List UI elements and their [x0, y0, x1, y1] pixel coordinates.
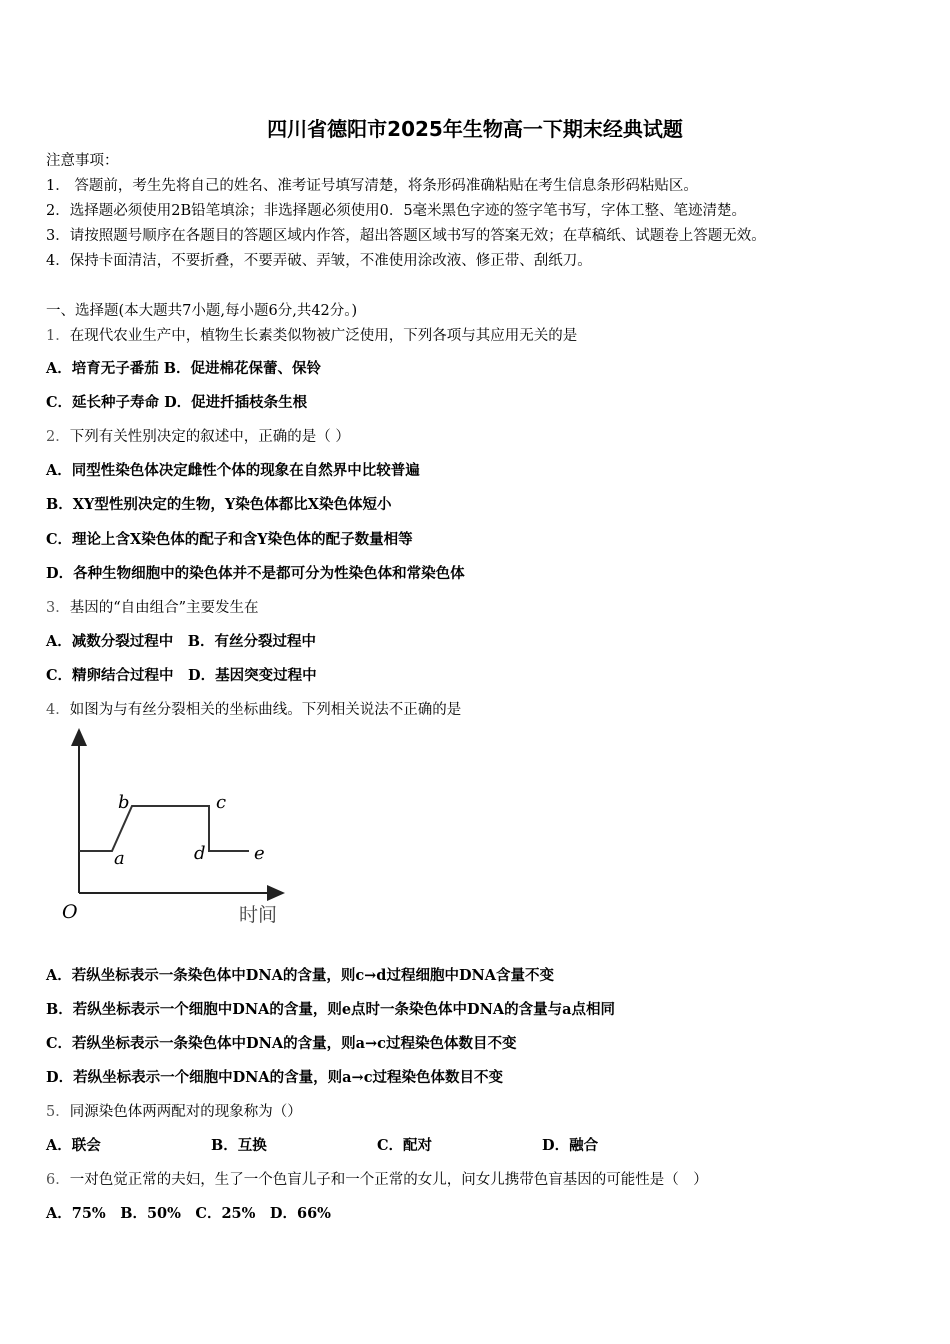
- option-line: A．若纵坐标表示一条染色体中DNA的含量，则c→d过程细胞中DNA含量不变: [46, 967, 555, 984]
- question-stem: 在现代农业生产中，植物生长素类似物被广泛使用，下列各项与其应用无关的是: [69, 328, 578, 344]
- point-label-e: e: [254, 843, 265, 864]
- question-3: [46, 598, 259, 618]
- option-b: B．互换: [211, 1137, 267, 1154]
- option-line: C．精卵结合过程中 D．基因突变过程中: [46, 667, 317, 684]
- question-number: 5．: [46, 1104, 70, 1120]
- origin-label: O: [62, 901, 78, 923]
- question-4: [46, 700, 461, 720]
- option-line: A．培育无子番茄 B．促进棉花保蕾、保铃: [46, 360, 322, 377]
- point-label-d: d: [194, 843, 206, 864]
- notice-item: 1． 答题前，考生先将自己的姓名、准考证号填写清楚，将条形码准确粘贴在考生信息条形码粘贴区。: [46, 178, 698, 194]
- option-a: A．联会: [46, 1137, 101, 1154]
- notice-item: 2．选择题必须使用2B铅笔填涂；非选择题必须使用0．5毫米黑色字迹的签字笔书写，字体工整、笔迹清楚。: [46, 203, 747, 219]
- option-line: A．减数分裂过程中 B．有丝分裂过程中: [46, 633, 317, 650]
- question-stem: 同源染色体两两配对的现象称为（）: [69, 1104, 302, 1120]
- question-stem: 下列有关性别决定的叙述中，正确的是（ ）: [69, 429, 350, 445]
- question-2: [46, 427, 350, 447]
- option-line: D．若纵坐标表示一个细胞中DNA的含量，则a→c过程染色体数目不变: [46, 1069, 504, 1086]
- question-1: [46, 326, 577, 346]
- option-line: B．若纵坐标表示一个细胞中DNA的含量，则e点时一条染色体中DNA的含量与a点相同: [46, 1001, 616, 1018]
- question-stem: 如图为与有丝分裂相关的坐标曲线。下列相关说法不正确的是: [69, 702, 462, 718]
- point-label-a: a: [114, 848, 125, 869]
- option-d: D．融合: [542, 1137, 599, 1154]
- question-number: 4．: [46, 702, 70, 718]
- option-line: C．若纵坐标表示一条染色体中DNA的含量，则a→c过程染色体数目不变: [46, 1035, 517, 1052]
- question-number: 3．: [46, 600, 70, 616]
- mitosis-curve-figure: [52, 728, 292, 933]
- question-number: 6．: [46, 1172, 70, 1188]
- option-line: A．75% B．50% C．25% D．66%: [46, 1205, 331, 1222]
- x-axis-label: 时间: [239, 904, 278, 926]
- question-number: 1．: [46, 328, 70, 344]
- point-label-c: c: [216, 792, 227, 813]
- option-line: A．同型性染色体决定雌性个体的现象在自然界中比较普遍: [46, 462, 420, 479]
- page-title: 四川省德阳市2025年生物高一下期末经典试题: [267, 117, 683, 141]
- notice-item: 4．保持卡面清洁，不要折叠，不要弄破、弄皱，不准使用涂改液、修正带、刮纸刀。: [46, 253, 592, 269]
- question-stem: 一对色觉正常的夫妇，生了一个色盲儿子和一个正常的女儿，问女儿携带色盲基因的可能性是（ ）: [69, 1172, 708, 1188]
- notice-heading: 注意事项：: [46, 153, 119, 169]
- option-line: C．延长种子寿命 D．促进扦插枝条生根: [46, 394, 308, 411]
- question-number: 2．: [46, 429, 70, 445]
- question-6: [46, 1170, 708, 1190]
- option-c: C．配对: [377, 1137, 433, 1154]
- notice-item: 3．请按照题号顺序在各题目的答题区域内作答，超出答题区域书写的答案无效；在草稿纸、试题卷上答题无效。: [46, 228, 766, 244]
- question-stem: 基因的“自由组合”主要发生在: [69, 600, 259, 616]
- question-5: [46, 1102, 302, 1122]
- option-line: D．各种生物细胞中的染色体并不是都可分为性染色体和常染色体: [46, 565, 465, 582]
- point-label-b: b: [118, 792, 130, 813]
- option-line: C．理论上含X染色体的配子和含Y染色体的配子数量相等: [46, 531, 413, 548]
- section-heading: 一、选择题(本大题共7小题,每小题6分,共42分。): [46, 303, 358, 319]
- option-line: B．XY型性别决定的生物，Y染色体都比X染色体短小: [46, 496, 392, 513]
